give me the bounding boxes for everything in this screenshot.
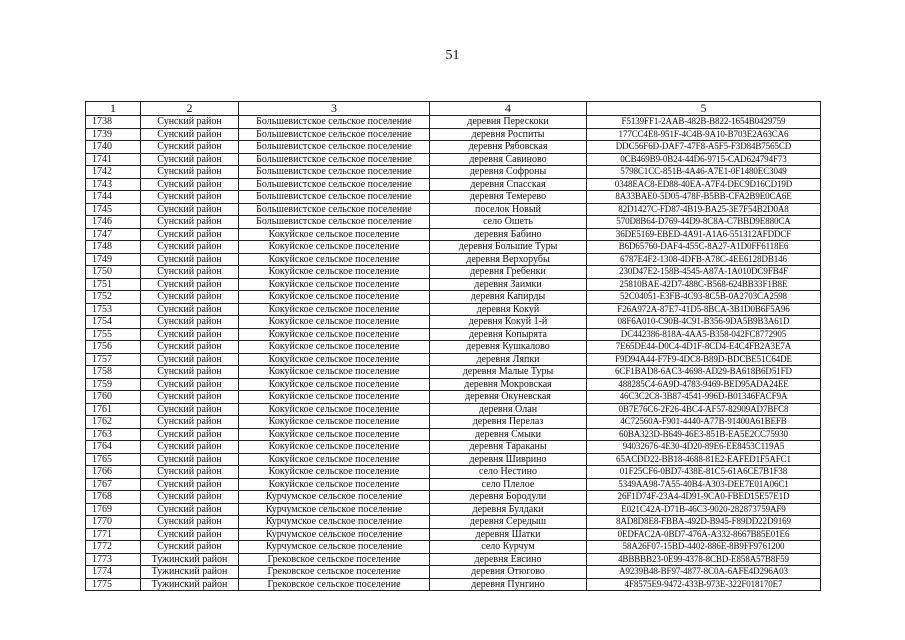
cell-settlement-name: Кокуйское сельское поселение: [239, 278, 430, 291]
cell-district-name: Сунский район: [141, 303, 239, 316]
cell-locality-name: деревня Булдаки: [430, 503, 587, 516]
cell-fias-guid: E021C42A-D71B-46C3-9020-282873759AF9: [587, 503, 821, 516]
table-row: [86, 178, 821, 191]
cell-settlement-name: Грековское сельское поселение: [239, 578, 430, 591]
cell-district-name: Сунский район: [141, 491, 239, 504]
cell-locality-name: деревня Роспиты: [430, 128, 587, 141]
cell-locality-name: деревня Окуневская: [430, 391, 587, 404]
cell-fias-guid: B6D65760-DAF4-455C-8A27-A1D0FF6118E6: [587, 241, 821, 254]
cell-row-number: 1770: [86, 516, 141, 529]
cell-fias-guid: DDC56F6D-DAF7-47F8-A5F5-F3D84B7565CD: [587, 141, 821, 154]
cell-district-name: Сунский район: [141, 116, 239, 129]
table-row: [86, 278, 821, 291]
cell-fias-guid: 7E65DE44-D0C4-4D1F-8CD4-E4C4FB2A3E7A: [587, 341, 821, 354]
cell-row-number: 1762: [86, 416, 141, 429]
cell-fias-guid: 6CF1BAD8-6AC3-4698-AD29-BA618B6D51FD: [587, 366, 821, 379]
cell-row-number: 1756: [86, 341, 141, 354]
cell-settlement-name: Кокуйское сельское поселение: [239, 291, 430, 304]
cell-fias-guid: 8A33BAE0-5D05-478F-B5BB-CFA2B9E0CA6E: [587, 191, 821, 204]
cell-locality-name: деревня Кокуй: [430, 303, 587, 316]
cell-locality-name: деревня Малые Туры: [430, 366, 587, 379]
cell-district-name: Сунский район: [141, 341, 239, 354]
cell-row-number: 1765: [86, 453, 141, 466]
cell-district-name: Сунский район: [141, 253, 239, 266]
header-cell-guid: 5: [587, 102, 821, 116]
cell-settlement-name: Кокуйское сельское поселение: [239, 328, 430, 341]
table-header: [86, 102, 821, 116]
cell-locality-name: деревня Рябовская: [430, 141, 587, 154]
header-cell-locality: 4: [430, 102, 587, 116]
cell-locality-name: деревня Большие Туры: [430, 241, 587, 254]
cell-district-name: Сунский район: [141, 478, 239, 491]
cell-settlement-name: Кокуйское сельское поселение: [239, 466, 430, 479]
cell-district-name: Сунский район: [141, 528, 239, 541]
cell-fias-guid: 60BA323D-B649-46E3-851B-EA5E2CC75930: [587, 428, 821, 441]
cell-district-name: Сунский район: [141, 503, 239, 516]
cell-settlement-name: Курчумское сельское поселение: [239, 541, 430, 554]
header-cell-index: 1: [86, 102, 141, 116]
cell-settlement-name: Кокуйское сельское поселение: [239, 416, 430, 429]
cell-district-name: Сунский район: [141, 228, 239, 241]
cell-row-number: 1746: [86, 216, 141, 229]
cell-locality-name: деревня Отюгово: [430, 566, 587, 579]
cell-locality-name: деревня Копырята: [430, 328, 587, 341]
cell-settlement-name: Большевистское сельское поселение: [239, 166, 430, 179]
cell-locality-name: село Нестино: [430, 466, 587, 479]
cell-district-name: Сунский район: [141, 241, 239, 254]
table-row: [86, 391, 821, 404]
cell-settlement-name: Большевистское сельское поселение: [239, 178, 430, 191]
cell-fias-guid: 46C3C2C8-3B87-4541-996D-B01346FACF9A: [587, 391, 821, 404]
cell-fias-guid: 25810BAE-42D7-488C-B568-624BB33F1B8E: [587, 278, 821, 291]
table-row: [86, 516, 821, 529]
cell-district-name: Сунский район: [141, 466, 239, 479]
cell-fias-guid: 36DE5169-EBED-4A91-A1A6-551312AFDDCF: [587, 228, 821, 241]
cell-locality-name: деревня Капирды: [430, 291, 587, 304]
cell-locality-name: деревня Шатки: [430, 528, 587, 541]
cell-fias-guid: 4C72560A-F901-4440-A77B-91400A61BEFB: [587, 416, 821, 429]
cell-settlement-name: Кокуйское сельское поселение: [239, 353, 430, 366]
table-row: [86, 528, 821, 541]
cell-fias-guid: 230D47E2-158B-4545-A87A-1A010DC9FB4F: [587, 266, 821, 279]
cell-row-number: 1768: [86, 491, 141, 504]
cell-row-number: 1764: [86, 441, 141, 454]
table-row: [86, 166, 821, 179]
cell-fias-guid: 82D1427C-FD87-4B19-BA25-3E7F54B2D0A8: [587, 203, 821, 216]
cell-settlement-name: Кокуйское сельское поселение: [239, 303, 430, 316]
cell-settlement-name: Кокуйское сельское поселение: [239, 453, 430, 466]
cell-settlement-name: Кокуйское сельское поселение: [239, 266, 430, 279]
cell-district-name: Сунский район: [141, 153, 239, 166]
cell-fias-guid: 6787E4F2-1308-4DFB-A78C-4EE6128DB146: [587, 253, 821, 266]
cell-settlement-name: Кокуйское сельское поселение: [239, 391, 430, 404]
table-row: [86, 353, 821, 366]
cell-fias-guid: 8AD8D8E8-FBBA-492D-B945-F89DD22D9169: [587, 516, 821, 529]
cell-row-number: 1741: [86, 153, 141, 166]
table-row: [86, 441, 821, 454]
table-row: [86, 478, 821, 491]
cell-settlement-name: Кокуйское сельское поселение: [239, 378, 430, 391]
cell-row-number: 1747: [86, 228, 141, 241]
cell-locality-name: деревня Тараканы: [430, 441, 587, 454]
cell-fias-guid: 5349AA98-7A55-40B4-A303-DEE7E01A06C1: [587, 478, 821, 491]
cell-fias-guid: 94032676-4E30-4D20-89E6-EE8453C119A5: [587, 441, 821, 454]
cell-fias-guid: 01F25CF6-0BD7-438E-81C5-61A6CE7B1F38: [587, 466, 821, 479]
cell-row-number: 1744: [86, 191, 141, 204]
cell-locality-name: деревня Евсино: [430, 553, 587, 566]
table-row: [86, 378, 821, 391]
cell-settlement-name: Кокуйское сельское поселение: [239, 366, 430, 379]
cell-settlement-name: Кокуйское сельское поселение: [239, 441, 430, 454]
cell-locality-name: деревня Спасская: [430, 178, 587, 191]
cell-district-name: Сунский район: [141, 291, 239, 304]
cell-row-number: 1750: [86, 266, 141, 279]
cell-fias-guid: 570D8B64-D769-44D9-8C8A-C7BBD9E880CA: [587, 216, 821, 229]
cell-settlement-name: Кокуйское сельское поселение: [239, 228, 430, 241]
cell-fias-guid: 0B7E76C6-2F26-4BC4-AF57-82909AD7BFC8: [587, 403, 821, 416]
cell-district-name: Сунский район: [141, 541, 239, 554]
cell-settlement-name: Кокуйское сельское поселение: [239, 478, 430, 491]
cell-row-number: 1755: [86, 328, 141, 341]
cell-settlement-name: Кокуйское сельское поселение: [239, 241, 430, 254]
cell-district-name: Тужинский район: [141, 553, 239, 566]
cell-row-number: 1771: [86, 528, 141, 541]
cell-locality-name: село Плелое: [430, 478, 587, 491]
cell-locality-name: деревня Савиново: [430, 153, 587, 166]
cell-row-number: 1738: [86, 116, 141, 129]
cell-fias-guid: 488285C4-6A9D-4783-9469-BED95ADA24EE: [587, 378, 821, 391]
cell-district-name: Тужинский район: [141, 578, 239, 591]
cell-district-name: Сунский район: [141, 328, 239, 341]
cell-locality-name: деревня Кушкалово: [430, 341, 587, 354]
cell-fias-guid: 58A26F07-15BD-4402-886E-8B9FF9761200: [587, 541, 821, 554]
cell-district-name: Сунский район: [141, 191, 239, 204]
table-row: [86, 466, 821, 479]
cell-locality-name: село Ошеть: [430, 216, 587, 229]
table-row: [86, 416, 821, 429]
cell-row-number: 1772: [86, 541, 141, 554]
cell-row-number: 1751: [86, 278, 141, 291]
table-row: [86, 491, 821, 504]
cell-district-name: Сунский район: [141, 516, 239, 529]
table-row: [86, 553, 821, 566]
cell-settlement-name: Кокуйское сельское поселение: [239, 253, 430, 266]
table-row: [86, 341, 821, 354]
page-number: 51: [445, 48, 460, 63]
header-cell-district: 2: [141, 102, 239, 116]
cell-fias-guid: F26A972A-87E7-41D5-8BCA-3B1D0B6F5A96: [587, 303, 821, 316]
cell-settlement-name: Большевистское сельское поселение: [239, 141, 430, 154]
cell-district-name: Сунский район: [141, 416, 239, 429]
cell-district-name: Сунский район: [141, 166, 239, 179]
table-row: [86, 141, 821, 154]
cell-locality-name: деревня Кокуй 1-й: [430, 316, 587, 329]
cell-row-number: 1753: [86, 303, 141, 316]
cell-locality-name: деревня Пунгино: [430, 578, 587, 591]
cell-fias-guid: A9239B48-BF97-4877-8C0A-6AFE4D296A03: [587, 566, 821, 579]
cell-fias-guid: 26F1D74F-23A4-4D91-9CA0-FBED15E57E1D: [587, 491, 821, 504]
cell-locality-name: поселок Новый: [430, 203, 587, 216]
cell-district-name: Сунский район: [141, 353, 239, 366]
cell-locality-name: деревня Верхорубы: [430, 253, 587, 266]
cell-district-name: Сунский район: [141, 366, 239, 379]
cell-settlement-name: Большевистское сельское поселение: [239, 128, 430, 141]
cell-fias-guid: 0CB469B9-0B24-44D6-9715-CAD624794F73: [587, 153, 821, 166]
cell-settlement-name: Большевистское сельское поселение: [239, 203, 430, 216]
table-row: [86, 253, 821, 266]
table-row: [86, 266, 821, 279]
cell-row-number: 1757: [86, 353, 141, 366]
cell-district-name: Сунский район: [141, 203, 239, 216]
cell-row-number: 1743: [86, 178, 141, 191]
cell-settlement-name: Большевистское сельское поселение: [239, 216, 430, 229]
cell-fias-guid: DC442386-818A-4AA5-B358-042FC8772905: [587, 328, 821, 341]
table-row: [86, 453, 821, 466]
cell-district-name: Сунский район: [141, 178, 239, 191]
table-row: [86, 203, 821, 216]
cell-fias-guid: 0EDFAC2A-0BD7-476A-A332-8667B85E01E6: [587, 528, 821, 541]
cell-fias-guid: 52C04051-E3FB-4C93-8C5B-0A2703CA2598: [587, 291, 821, 304]
cell-fias-guid: F9D94A44-F7F9-4DC8-B89D-BDCBE51C64DE: [587, 353, 821, 366]
cell-district-name: Сунский район: [141, 128, 239, 141]
cell-row-number: 1748: [86, 241, 141, 254]
cell-row-number: 1775: [86, 578, 141, 591]
table-row: [86, 153, 821, 166]
header-cell-settlement: 3: [239, 102, 430, 116]
cell-locality-name: деревня Середыш: [430, 516, 587, 529]
cell-locality-name: деревня Перескоки: [430, 116, 587, 129]
cell-fias-guid: F5139FF1-2AAB-482B-B822-1654B0429759: [587, 116, 821, 129]
table-row: [86, 578, 821, 591]
cell-row-number: 1759: [86, 378, 141, 391]
cell-district-name: Сунский район: [141, 403, 239, 416]
table-row: [86, 116, 821, 129]
cell-fias-guid: 5798C1CC-851B-4A46-A7E1-0F1480EC3049: [587, 166, 821, 179]
cell-district-name: Тужинский район: [141, 566, 239, 579]
table-row: [86, 428, 821, 441]
cell-settlement-name: Грековское сельское поселение: [239, 553, 430, 566]
table-row: [86, 228, 821, 241]
cell-district-name: Сунский район: [141, 428, 239, 441]
cell-row-number: 1773: [86, 553, 141, 566]
table-row: [86, 291, 821, 304]
cell-district-name: Сунский район: [141, 316, 239, 329]
cell-row-number: 1760: [86, 391, 141, 404]
cell-fias-guid: 08F6A010-C90B-4C91-B356-9DA5B9B3A61D: [587, 316, 821, 329]
cell-settlement-name: Кокуйское сельское поселение: [239, 403, 430, 416]
cell-settlement-name: Кокуйское сельское поселение: [239, 316, 430, 329]
cell-row-number: 1774: [86, 566, 141, 579]
cell-locality-name: деревня Заимки: [430, 278, 587, 291]
table-row: [86, 541, 821, 554]
cell-row-number: 1763: [86, 428, 141, 441]
cell-settlement-name: Кокуйское сельское поселение: [239, 341, 430, 354]
cell-locality-name: деревня Шиврино: [430, 453, 587, 466]
cell-row-number: 1752: [86, 291, 141, 304]
cell-district-name: Сунский район: [141, 441, 239, 454]
cell-row-number: 1769: [86, 503, 141, 516]
cell-row-number: 1761: [86, 403, 141, 416]
cell-row-number: 1758: [86, 366, 141, 379]
cell-settlement-name: Кокуйское сельское поселение: [239, 428, 430, 441]
cell-district-name: Сунский район: [141, 216, 239, 229]
table-row: [86, 316, 821, 329]
table-row: [86, 403, 821, 416]
cell-locality-name: деревня Темерево: [430, 191, 587, 204]
cell-district-name: Сунский район: [141, 378, 239, 391]
table-row: [86, 216, 821, 229]
cell-settlement-name: Курчумское сельское поселение: [239, 503, 430, 516]
cell-row-number: 1749: [86, 253, 141, 266]
cell-district-name: Сунский район: [141, 453, 239, 466]
table-row: [86, 328, 821, 341]
cell-settlement-name: Большевистское сельское поселение: [239, 153, 430, 166]
cell-locality-name: деревня Бородули: [430, 491, 587, 504]
cell-locality-name: деревня Олан: [430, 403, 587, 416]
cell-row-number: 1745: [86, 203, 141, 216]
cell-settlement-name: Большевистское сельское поселение: [239, 116, 430, 129]
settlement-registry-table: [85, 101, 821, 591]
cell-row-number: 1742: [86, 166, 141, 179]
table-row: [86, 566, 821, 579]
cell-settlement-name: Курчумское сельское поселение: [239, 491, 430, 504]
table-row: [86, 503, 821, 516]
cell-locality-name: деревня Гребенки: [430, 266, 587, 279]
cell-district-name: Сунский район: [141, 266, 239, 279]
cell-settlement-name: Курчумское сельское поселение: [239, 516, 430, 529]
cell-district-name: Сунский район: [141, 141, 239, 154]
cell-fias-guid: 177CC4E8-951F-4C4B-9A10-B703E2A63CA6: [587, 128, 821, 141]
cell-settlement-name: Курчумское сельское поселение: [239, 528, 430, 541]
header-row: [86, 102, 821, 116]
cell-locality-name: деревня Смыки: [430, 428, 587, 441]
cell-row-number: 1767: [86, 478, 141, 491]
cell-settlement-name: Грековское сельское поселение: [239, 566, 430, 579]
cell-row-number: 1739: [86, 128, 141, 141]
table-row: [86, 241, 821, 254]
cell-row-number: 1740: [86, 141, 141, 154]
cell-locality-name: деревня Мокровская: [430, 378, 587, 391]
cell-district-name: Сунский район: [141, 278, 239, 291]
cell-locality-name: деревня Ляпки: [430, 353, 587, 366]
cell-settlement-name: Большевистское сельское поселение: [239, 191, 430, 204]
cell-locality-name: село Курчум: [430, 541, 587, 554]
cell-locality-name: деревня Софроны: [430, 166, 587, 179]
table-row: [86, 366, 821, 379]
cell-district-name: Сунский район: [141, 391, 239, 404]
cell-locality-name: деревня Перелаз: [430, 416, 587, 429]
cell-locality-name: деревня Бабино: [430, 228, 587, 241]
table-row: [86, 128, 821, 141]
cell-row-number: 1766: [86, 466, 141, 479]
cell-fias-guid: 4F8575E9-9472-433B-973E-322F018170E7: [587, 578, 821, 591]
cell-fias-guid: 4BBBBB23-0E99-4378-8CBD-E858A57B8F59: [587, 553, 821, 566]
table-row: [86, 303, 821, 316]
table-row: [86, 191, 821, 204]
cell-fias-guid: 65ACDD22-BB18-4688-81E2-EAFED1F5AFC1: [587, 453, 821, 466]
cell-fias-guid: 0348EAC8-ED88-40EA-A7F4-DEC9D16CD19D: [587, 178, 821, 191]
cell-row-number: 1754: [86, 316, 141, 329]
table-body: [86, 116, 821, 591]
